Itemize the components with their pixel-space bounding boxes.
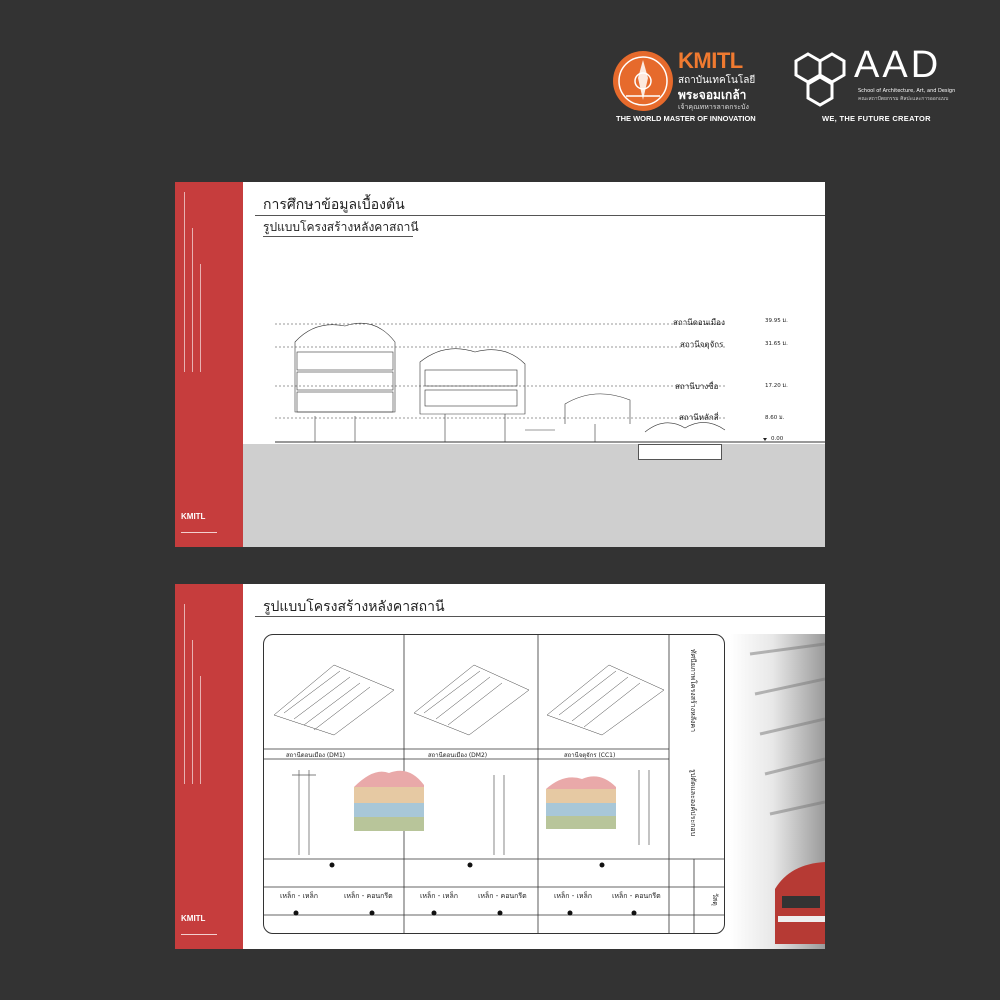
elevation-ls: 8.60 ม. xyxy=(765,415,785,421)
caption-dm1: สถานีดอนเมือง (DM1) xyxy=(286,752,346,759)
roof-comparison-table xyxy=(263,634,725,934)
slide-title: รูปแบบโครงสร้างหลังคาสถานี xyxy=(263,599,445,615)
slide-subtitle: รูปแบบโครงสร้างหลังคาสถานี xyxy=(263,220,419,234)
train-icon xyxy=(730,634,825,949)
sidebar-vertical-text xyxy=(177,192,204,372)
aad-brand: AAD xyxy=(854,44,942,86)
aad-subtitle-en: School of Architecture, Art, and Design xyxy=(858,88,956,94)
kmitl-logo xyxy=(612,48,762,126)
sidebar-vertical-text xyxy=(177,604,204,784)
slide-sidebar xyxy=(175,182,243,547)
kmitl-line2: พระจอมเกล้า xyxy=(678,88,747,102)
sidebar-footnote xyxy=(181,934,217,935)
material-cc1-b: เหล็ก - คอนกรีต xyxy=(612,892,661,900)
material-cc1-a: เหล็ก - เหล็ก xyxy=(554,892,593,900)
caption-dm2: สถานีดอนเมือง (DM2) xyxy=(428,752,488,759)
row-label-perspective: ทัศนียภาพโครงสร้างหลังคา xyxy=(689,649,697,733)
train-photo xyxy=(730,634,825,949)
level-label-bs: สถานีบางซื่อ xyxy=(675,382,719,391)
ground-level: 0.00 xyxy=(771,436,784,442)
caption-cc1: สถานีจตุจักร (CC1) xyxy=(564,752,616,759)
material-dm1-a: เหล็ก - เหล็ก xyxy=(280,892,319,900)
kmitl-seal-icon xyxy=(612,50,674,112)
aad-tagline: WE, THE FUTURE CREATOR xyxy=(822,114,931,123)
material-dm2-a: เหล็ก - เหล็ก xyxy=(420,892,459,900)
elevation-dm: 39.95 ม. xyxy=(765,318,788,324)
level-label-cc: สถานีจตุจักร xyxy=(680,340,724,349)
slide-title: การศึกษาข้อมูลเบื้องต้น xyxy=(263,197,405,213)
ground-area xyxy=(243,444,825,547)
level-label-ls: สถานีหลักสี่ xyxy=(679,413,719,422)
title-rule xyxy=(255,616,825,617)
kmitl-line1: สถาบันเทคโนโลยี xyxy=(678,75,756,86)
material-dm1-b: เหล็ก - คอนกรีต xyxy=(344,892,393,900)
hexagon-logo-icon xyxy=(792,52,854,108)
row-label-material: วัสดุ xyxy=(711,893,719,906)
aad-subtitle-th: คณะสถาปัตยกรรม ศิลปะและการออกแบบ xyxy=(858,96,949,102)
material-dm2-b: เหล็ก - คอนกรีต xyxy=(478,892,527,900)
slide-roof-structure xyxy=(175,584,825,949)
sidebar-footnote xyxy=(181,532,217,533)
title-rule xyxy=(255,215,825,216)
elevation-drawing xyxy=(275,312,825,444)
kmitl-brand: KMITL xyxy=(678,48,743,73)
elevation-bs: 17.20 ม. xyxy=(765,383,788,389)
kmitl-line3: เจ้าคุณทหารลาดกระบัง xyxy=(678,103,749,111)
sidebar-logo: KMITL xyxy=(181,914,206,923)
table-grid xyxy=(264,635,724,933)
row-label-section: รูปตัดและองค์ประกอบ xyxy=(689,769,697,837)
slide-preliminary-study xyxy=(175,182,825,547)
slide-sidebar xyxy=(175,584,243,949)
subtitle-rule xyxy=(263,236,413,237)
sidebar-logo: KMITL xyxy=(181,512,206,521)
underground-box xyxy=(638,444,722,460)
kmitl-tagline: THE WORLD MASTER OF INNOVATION xyxy=(616,114,756,123)
aad-logo xyxy=(792,44,972,126)
level-label-dm: สถานีดอนเมือง xyxy=(673,318,725,327)
elevation-cc: 31.65 ม. xyxy=(765,341,788,347)
